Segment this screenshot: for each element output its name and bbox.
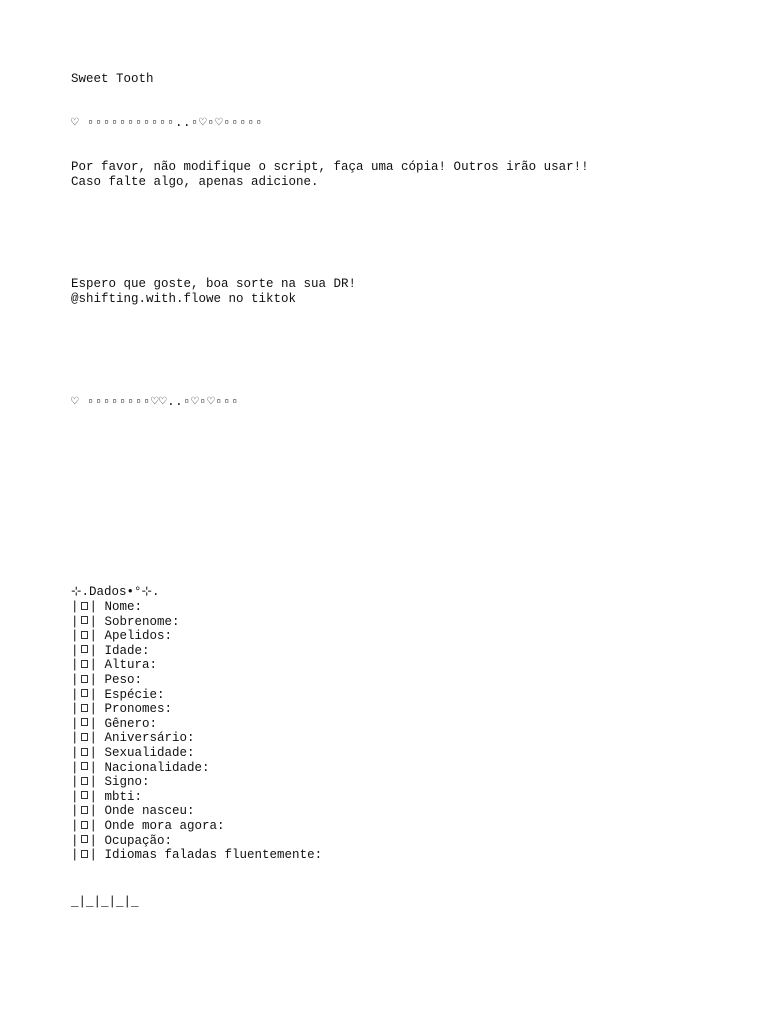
bar-glyph: | [71, 775, 79, 790]
section-header-dados: ⊹.Dados•°⊹. [71, 585, 160, 599]
box-icon [81, 777, 88, 785]
box-icon [81, 631, 88, 639]
bar-glyph: | [71, 614, 79, 629]
field-label: Aniversário: [104, 731, 195, 746]
bar-glyph: | [89, 658, 105, 673]
field-row [71, 702, 322, 717]
field-label: Signo: [104, 775, 150, 790]
bar-glyph: | [89, 716, 105, 731]
field-row [71, 731, 322, 746]
field-row [71, 819, 322, 834]
bar-glyph: | [89, 789, 105, 804]
bar-glyph: | [89, 731, 105, 746]
field-row [71, 804, 322, 819]
bar-glyph: | [89, 760, 105, 775]
field-row [71, 673, 322, 688]
field-row [71, 688, 322, 703]
decorative-divider-mid: ♡ ▫▫▫▫▫▫▫▫♡♡..▫♡▫♡▫▫▫ [71, 395, 240, 409]
field-row [71, 658, 322, 673]
field-label: Sobrenome: [104, 614, 180, 629]
bar-glyph: | [89, 818, 105, 833]
field-label: Gênero: [104, 716, 158, 731]
field-label: mbti: [104, 789, 143, 804]
field-label: Altura: [104, 658, 158, 673]
field-row [71, 644, 322, 659]
field-row [71, 615, 322, 630]
bar-glyph: | [89, 804, 105, 819]
box-icon [81, 660, 88, 668]
author-handle: @shifting.with.flowe no tiktok [71, 292, 297, 306]
field-label: Ocupação: [104, 833, 173, 848]
field-row [71, 848, 322, 863]
bar-glyph: | [71, 833, 79, 848]
field-row [71, 761, 322, 776]
box-icon [81, 821, 88, 829]
field-label: Onde mora agora: [104, 818, 225, 833]
field-label: Sexualidade: [104, 745, 195, 760]
bar-glyph: | [71, 672, 79, 687]
box-icon [81, 835, 88, 843]
field-row [71, 746, 322, 761]
box-icon [81, 675, 88, 683]
field-row [71, 775, 322, 790]
document-title: Sweet Tooth [71, 72, 154, 86]
bar-glyph: | [89, 833, 105, 848]
bar-glyph: | [89, 643, 105, 658]
field-row [71, 834, 322, 849]
bar-glyph: | [89, 600, 105, 614]
bar-glyph: | [71, 760, 79, 775]
notice-line-1: Por favor, não modifique o script, faça uma cópia! Outros irão usar!! [71, 160, 589, 174]
footer-mark: _|_|_|_|_ [71, 895, 139, 909]
bar-glyph: | [71, 658, 79, 673]
decorative-divider-top: ♡ ▫▫▫▫▫▫▫▫▫▫▫..▫♡▫♡▫▫▫▫▫ [71, 116, 264, 130]
wish-line-1: Espero que goste, boa sorte na sua DR! [71, 277, 357, 291]
bar-glyph: | [71, 818, 79, 833]
box-icon [81, 602, 88, 610]
field-row [71, 629, 322, 644]
field-label: Idade: [104, 643, 150, 658]
box-icon [81, 704, 88, 712]
field-label: Idiomas faladas fluentemente: [104, 848, 323, 863]
bar-glyph: | [71, 687, 79, 702]
field-label: Peso: [104, 672, 143, 687]
box-icon [81, 645, 88, 653]
field-label: Espécie: [104, 687, 165, 702]
notice-line-2: Caso falte algo, apenas adicione. [71, 175, 319, 189]
bar-glyph: | [89, 672, 105, 687]
bar-glyph: | [89, 687, 105, 702]
bar-glyph: | [89, 629, 105, 644]
bar-glyph: | [71, 702, 79, 717]
box-icon [81, 718, 88, 726]
bar-glyph: | [89, 745, 105, 760]
bar-glyph: | [89, 702, 105, 717]
field-row [71, 717, 322, 732]
bar-glyph: | [71, 643, 79, 658]
bar-glyph: | [71, 789, 79, 804]
box-icon [81, 733, 88, 741]
field-row [71, 600, 322, 615]
field-label: Nacionalidade: [104, 760, 210, 775]
field-label: Nome: [104, 600, 143, 614]
field-label: Onde nasceu: [104, 804, 195, 819]
bar-glyph: | [89, 848, 105, 863]
box-icon [81, 850, 88, 858]
bar-glyph: | [71, 629, 79, 644]
field-label: Apelidos: [104, 629, 173, 644]
bar-glyph: | [89, 614, 105, 629]
box-icon [81, 748, 88, 756]
field-label: Pronomes: [104, 702, 173, 717]
bar-glyph: | [71, 716, 79, 731]
field-row [71, 790, 322, 805]
bar-glyph: | [89, 775, 105, 790]
box-icon [81, 806, 88, 814]
box-icon [81, 689, 88, 697]
fields-list [71, 600, 322, 863]
bar-glyph: | [71, 600, 79, 614]
bar-glyph: | [71, 804, 79, 819]
bar-glyph: | [71, 731, 79, 746]
box-icon [81, 762, 88, 770]
box-icon [81, 791, 88, 799]
bar-glyph: | [71, 745, 79, 760]
bar-glyph: | [71, 848, 79, 863]
box-icon [81, 616, 88, 624]
